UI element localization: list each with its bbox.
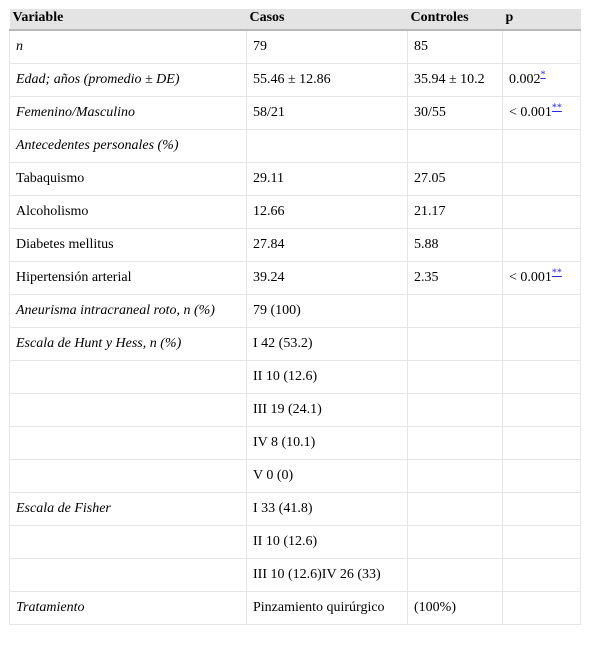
table-row <box>10 262 581 295</box>
cell-variable-text: Escala de Fisher <box>16 501 111 516</box>
cell-variable-text: Edad; años (promedio ± DE) <box>16 72 180 87</box>
cell-variable-text: Femenino/Masculino <box>16 105 135 120</box>
cell-variable <box>10 295 247 328</box>
cell-controles <box>408 130 503 163</box>
cell-controles <box>408 328 503 361</box>
cell-controles <box>408 394 503 427</box>
table-row <box>10 361 581 394</box>
cell-casos-text: IV 8 (10.1) <box>253 435 316 450</box>
cell-casos <box>247 361 408 394</box>
cell-controles-text: 85 <box>414 39 428 54</box>
table-row <box>10 130 581 163</box>
cell-casos-text: 55.46 ± 12.86 <box>253 72 331 87</box>
cell-variable <box>10 262 247 295</box>
cell-casos <box>247 427 408 460</box>
table-row <box>10 559 581 592</box>
cell-p <box>503 163 581 196</box>
cell-controles-text: 5.88 <box>414 237 439 252</box>
results-table <box>9 9 581 625</box>
cell-casos <box>247 196 408 229</box>
header-p: p <box>503 9 581 30</box>
table-row <box>10 97 581 130</box>
cell-p <box>503 460 581 493</box>
cell-casos-text: III 19 (24.1) <box>253 402 322 417</box>
cell-casos-text: 79 (100) <box>253 303 301 318</box>
cell-p <box>503 262 581 295</box>
cell-controles <box>408 97 503 130</box>
cell-p <box>503 427 581 460</box>
table-row <box>10 526 581 559</box>
cell-controles <box>408 64 503 97</box>
cell-p <box>503 196 581 229</box>
cell-variable <box>10 559 247 592</box>
cell-variable-text: Aneurisma intracraneal roto, n (%) <box>16 303 215 318</box>
table-row <box>10 460 581 493</box>
cell-variable-text: Alcoholismo <box>16 204 89 219</box>
cell-casos-text: V 0 (0) <box>253 468 294 483</box>
cell-controles-text: 35.94 ± 10.2 <box>414 72 485 87</box>
cell-p-text: < 0.001 <box>509 105 552 120</box>
table-row <box>10 163 581 196</box>
cell-variable-text: Tratamiento <box>16 600 85 615</box>
cell-variable <box>10 427 247 460</box>
cell-variable <box>10 196 247 229</box>
table-row <box>10 229 581 262</box>
table-row <box>10 592 581 625</box>
cell-controles <box>408 262 503 295</box>
results-table-container <box>9 9 580 625</box>
cell-controles <box>408 163 503 196</box>
cell-casos-text: II 10 (12.6) <box>253 534 318 549</box>
table-row <box>10 30 581 64</box>
cell-casos <box>247 262 408 295</box>
cell-casos <box>247 295 408 328</box>
cell-controles <box>408 559 503 592</box>
cell-casos <box>247 328 408 361</box>
cell-controles-text: (100%) <box>414 600 456 615</box>
cell-variable <box>10 460 247 493</box>
cell-variable-text: Diabetes mellitus <box>16 237 114 252</box>
cell-casos-text: 39.24 <box>253 270 285 285</box>
cell-variable <box>10 130 247 163</box>
cell-casos-text: 27.84 <box>253 237 285 252</box>
cell-controles <box>408 361 503 394</box>
cell-controles <box>408 427 503 460</box>
cell-p <box>503 130 581 163</box>
header-variable: Variable <box>10 9 247 30</box>
table-row <box>10 64 581 97</box>
cell-variable-text: Tabaquismo <box>16 171 85 186</box>
cell-p <box>503 361 581 394</box>
cell-variable <box>10 526 247 559</box>
cell-p <box>503 328 581 361</box>
cell-controles <box>408 460 503 493</box>
cell-variable <box>10 493 247 526</box>
cell-p <box>503 295 581 328</box>
table-row <box>10 196 581 229</box>
cell-casos-text: II 10 (12.6) <box>253 369 318 384</box>
cell-variable-text: Antecedentes personales (%) <box>16 138 179 153</box>
cell-casos-text: Pinzamiento quirúrgico <box>253 600 385 615</box>
cell-p <box>503 559 581 592</box>
cell-casos-text: 79 <box>253 39 267 54</box>
cell-p <box>503 30 581 64</box>
cell-casos <box>247 526 408 559</box>
cell-casos <box>247 30 408 64</box>
cell-controles-text: 30/55 <box>414 105 446 120</box>
table-row <box>10 295 581 328</box>
cell-p <box>503 526 581 559</box>
cell-variable <box>10 64 247 97</box>
cell-variable <box>10 394 247 427</box>
cell-controles <box>408 526 503 559</box>
footnote-link[interactable]: ** <box>551 267 562 279</box>
cell-p <box>503 592 581 625</box>
cell-casos <box>247 493 408 526</box>
cell-casos-text: 29.11 <box>253 171 284 186</box>
cell-variable <box>10 361 247 394</box>
table-header-row <box>10 9 581 30</box>
table-row <box>10 493 581 526</box>
table-row <box>10 394 581 427</box>
cell-p <box>503 64 581 97</box>
cell-casos <box>247 460 408 493</box>
cell-controles <box>408 30 503 64</box>
cell-casos-text: 12.66 <box>253 204 285 219</box>
cell-casos <box>247 130 408 163</box>
footnote-link[interactable]: * <box>540 69 546 81</box>
cell-controles <box>408 196 503 229</box>
cell-casos <box>247 592 408 625</box>
cell-p-text: < 0.001 <box>509 270 552 285</box>
cell-controles-text: 2.35 <box>414 270 439 285</box>
header-controles: Controles <box>408 9 503 30</box>
cell-casos <box>247 64 408 97</box>
cell-variable <box>10 163 247 196</box>
cell-p-text: 0.002 <box>509 72 541 87</box>
cell-controles <box>408 229 503 262</box>
cell-casos-text: I 42 (53.2) <box>253 336 313 351</box>
cell-variable <box>10 97 247 130</box>
cell-variable-text: n <box>16 39 23 54</box>
cell-variable <box>10 229 247 262</box>
cell-controles-text: 27.05 <box>414 171 446 186</box>
cell-controles-text: 21.17 <box>414 204 446 219</box>
footnote-link[interactable]: ** <box>551 102 562 114</box>
cell-casos <box>247 559 408 592</box>
cell-casos-text: III 10 (12.6)IV 26 (33) <box>253 567 381 582</box>
cell-casos <box>247 163 408 196</box>
cell-p <box>503 394 581 427</box>
cell-controles <box>408 295 503 328</box>
cell-variable <box>10 328 247 361</box>
cell-casos-text: 58/21 <box>253 105 285 120</box>
cell-casos <box>247 97 408 130</box>
cell-casos <box>247 394 408 427</box>
table-row <box>10 427 581 460</box>
header-casos: Casos <box>247 9 408 30</box>
cell-variable <box>10 592 247 625</box>
cell-variable-text: Escala de Hunt y Hess, n (%) <box>16 336 182 351</box>
cell-controles <box>408 592 503 625</box>
table-body <box>10 30 581 625</box>
cell-p <box>503 97 581 130</box>
cell-p <box>503 493 581 526</box>
cell-casos <box>247 229 408 262</box>
cell-casos-text: I 33 (41.8) <box>253 501 313 516</box>
table-row <box>10 328 581 361</box>
cell-p <box>503 229 581 262</box>
cell-variable <box>10 30 247 64</box>
cell-controles <box>408 493 503 526</box>
cell-variable-text: Hipertensión arterial <box>16 270 132 285</box>
